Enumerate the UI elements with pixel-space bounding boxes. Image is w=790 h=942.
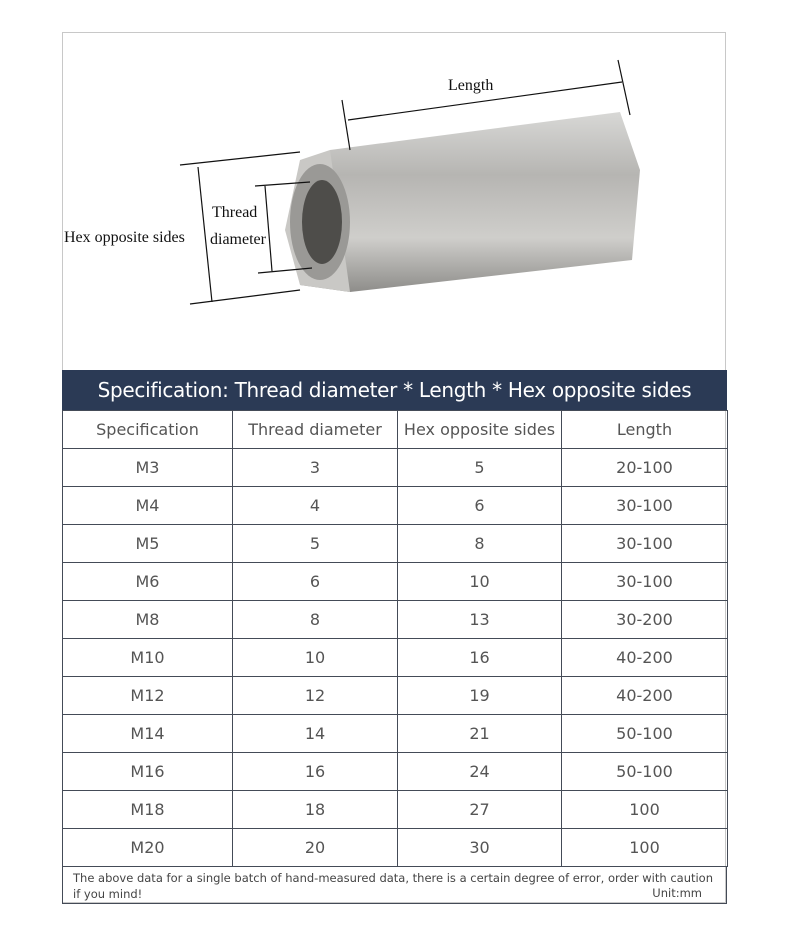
- diameter-label: diameter: [210, 231, 266, 248]
- table-cell: Thread diameter: [233, 411, 398, 449]
- table-row: [63, 563, 728, 601]
- table-cell: 4: [233, 487, 398, 525]
- table-cell: 30-100: [562, 487, 728, 525]
- table-cell: 30-200: [562, 601, 728, 639]
- table-row: [63, 753, 728, 791]
- table-cell: 50-100: [562, 753, 728, 791]
- table-cell: 100: [562, 829, 728, 867]
- table-cell: 8: [233, 601, 398, 639]
- table-cell: 16: [398, 639, 562, 677]
- table-cell: M14: [63, 715, 233, 753]
- table-header-row: [63, 411, 728, 449]
- table-row: [63, 715, 728, 753]
- table-cell: 18: [233, 791, 398, 829]
- table-row: [63, 639, 728, 677]
- table-row: [63, 525, 728, 563]
- table-cell: 20-100: [562, 449, 728, 487]
- table-cell: M4: [63, 487, 233, 525]
- table-cell: M18: [63, 791, 233, 829]
- table-cell: Specification: [63, 411, 233, 449]
- table-cell: 5: [398, 449, 562, 487]
- hex-coupler-nut-image: [63, 33, 726, 370]
- table-cell: 40-200: [562, 677, 728, 715]
- footnote: [62, 866, 727, 904]
- table-cell: M8: [63, 601, 233, 639]
- table-row: [63, 601, 728, 639]
- table-cell: 50-100: [562, 715, 728, 753]
- table-cell: 6: [398, 487, 562, 525]
- table-cell: 100: [562, 791, 728, 829]
- table-cell: 21: [398, 715, 562, 753]
- spec-title: Specification: Thread diameter * Length * Hex opposite sides: [62, 370, 727, 410]
- table-cell: 30-100: [562, 563, 728, 601]
- unit-text: Unit:mm: [652, 886, 702, 900]
- table-cell: 40-200: [562, 639, 728, 677]
- table-row: [63, 487, 728, 525]
- table-cell: 16: [233, 753, 398, 791]
- table-cell: M5: [63, 525, 233, 563]
- table-cell: 19: [398, 677, 562, 715]
- table-cell: 10: [233, 639, 398, 677]
- table-cell: 5: [233, 525, 398, 563]
- table-cell: M12: [63, 677, 233, 715]
- table-cell: M16: [63, 753, 233, 791]
- table-cell: M10: [63, 639, 233, 677]
- table-cell: 13: [398, 601, 562, 639]
- table-row: [63, 791, 728, 829]
- note-text: The above data for a single batch of hand-measured data, there is a certain degree of error, order with caution if you mind!: [73, 871, 714, 901]
- table-cell: M3: [63, 449, 233, 487]
- table-cell: M20: [63, 829, 233, 867]
- length-label: Length: [448, 77, 494, 94]
- table-cell: 6: [233, 563, 398, 601]
- table-cell: 10: [398, 563, 562, 601]
- table-row: [63, 449, 728, 487]
- hex-label: Hex opposite sides: [64, 229, 185, 246]
- table-cell: 3: [233, 449, 398, 487]
- table-row: [63, 829, 728, 867]
- table-row: [63, 677, 728, 715]
- table-cell: 14: [233, 715, 398, 753]
- table-cell: M6: [63, 563, 233, 601]
- table-cell: 24: [398, 753, 562, 791]
- table-cell: 8: [398, 525, 562, 563]
- table-cell: Hex opposite sides: [398, 411, 562, 449]
- table-cell: 27: [398, 791, 562, 829]
- table-cell: 30: [398, 829, 562, 867]
- thread-label: Thread: [212, 204, 258, 221]
- table-cell: 30-100: [562, 525, 728, 563]
- table-cell: Length: [562, 411, 728, 449]
- spec-table: [62, 410, 728, 867]
- table-cell: 20: [233, 829, 398, 867]
- table-cell: 12: [233, 677, 398, 715]
